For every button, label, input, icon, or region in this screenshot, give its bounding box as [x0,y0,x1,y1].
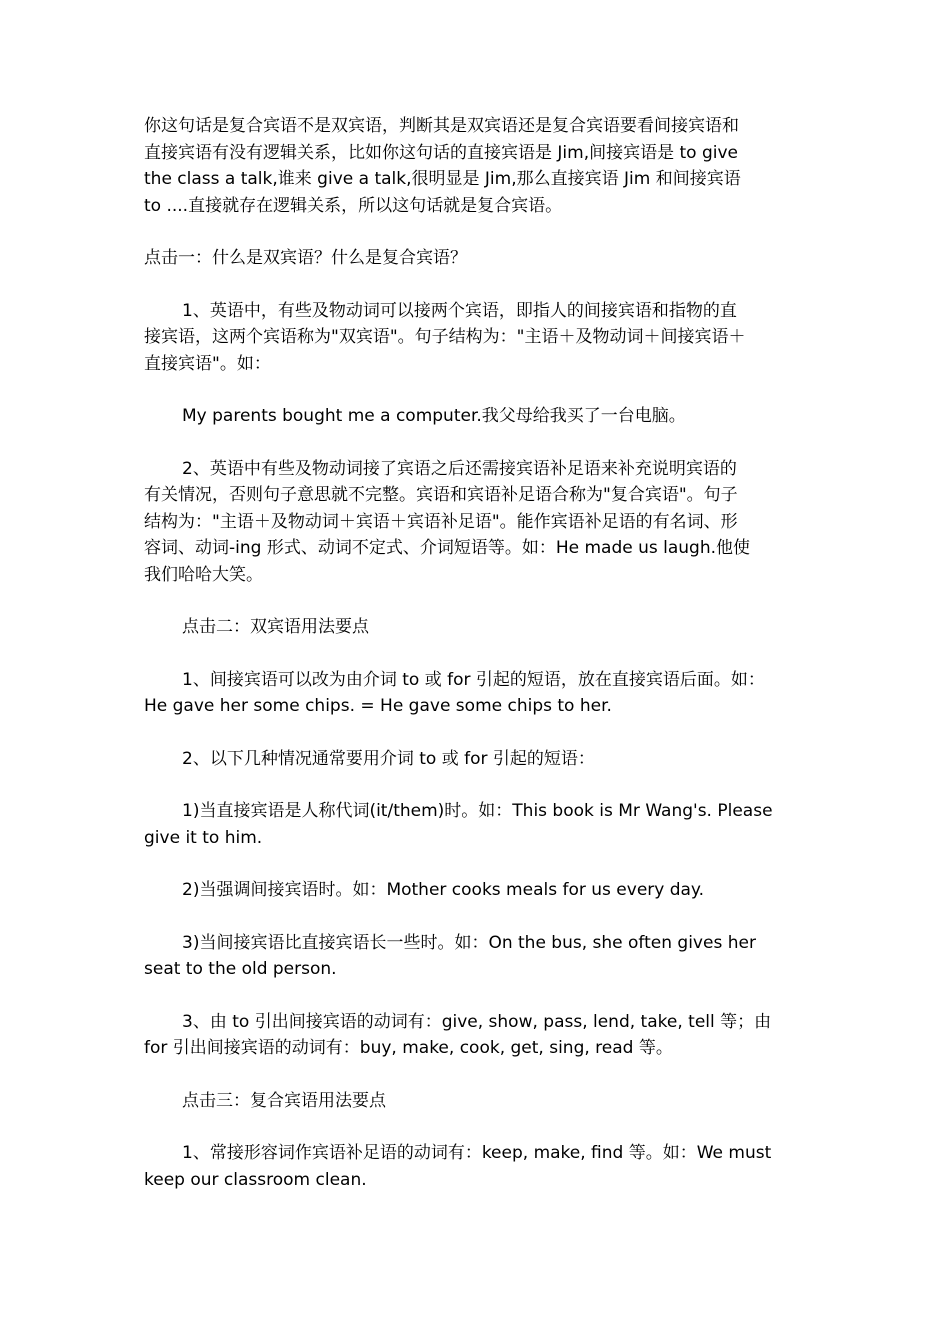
text-line: 3)当间接宾语比直接宾语长一些时。如：On the bus, she often gives her [182,932,756,953]
document-page [144,113,808,1219]
point-3-1-paragraph [144,1140,808,1193]
text-line: 我们哈哈大笑。 [144,564,263,585]
text-line: My parents bought me a computer.我父母给我买了一台电脑。 [182,406,686,426]
text-line: 直接宾语"。如： [144,353,271,374]
text-line: keep our classroom clean. [144,1169,367,1190]
point-2-2-1-paragraph [144,798,808,851]
text-line: 2、英语中有些及物动词接了宾语之后还需接宾语补足语来补充说明宾语的 [182,458,737,479]
intro-answer-paragraph [144,113,808,219]
point-2-1-paragraph [144,667,808,720]
text-line: 容词、动词-ing 形式、动词不定式、介词短语等。如：He made us laugh.他使 [144,538,751,558]
heading-text: 点击二：双宾语用法要点 [182,617,369,637]
text-line: 直接宾语有没有逻辑关系，比如你这句话的直接宾语是 Jim,间接宾语是 to give [144,142,739,163]
text-line: 1)当直接宾语是人称代词(it/them)时。如：This book is Mr Wang's. Please [182,801,773,821]
heading-text: 点击三：复合宾语用法要点 [182,1090,386,1111]
section-heading-3 [144,1088,808,1115]
text-line: 1、间接宾语可以改为由介词 to 或 for 引起的短语，放在直接宾语后面。如： [182,669,765,690]
text-line: the class a talk,谁来 give a talk,很明显是 Jim,那么直接宾语 Jim 和间接宾语 [144,169,741,189]
point-2-2-2-paragraph [144,877,808,904]
text-line: give it to him. [144,827,263,848]
text-line: 你这句话是复合宾语不是双宾语，判断其是双宾语还是复合宾语要看间接宾语和 [144,116,739,136]
text-line: 2、以下几种情况通常要用介词 to 或 for 引起的短语： [182,748,595,769]
text-line: 有关情况，否则句子意思就不完整。宾语和宾语补足语合称为"复合宾语"。句子 [144,485,738,505]
double-object-definition-paragraph [144,298,808,378]
example-sentence-paragraph [144,403,808,430]
heading-text: 点击一：什么是双宾语？什么是复合宾语？ [144,248,467,268]
text-line: 3、由 to 引出间接宾语的动词有：give, show, pass, lend, take, tell 等；由 [182,1011,772,1032]
text-line: 2)当强调间接宾语时。如：Mother cooks meals for us every day. [182,880,704,900]
text-line: 结构为："主语＋及物动词＋宾语＋宾语补足语"。能作宾语补足语的有名词、形 [144,511,738,532]
point-2-2-paragraph [144,746,808,773]
text-line: to ....直接就存在逻辑关系，所以这句话就是复合宾语。 [144,195,563,216]
text-line: for 引出间接宾语的动词有：buy, make, cook, get, sing, read 等。 [144,1038,673,1058]
point-2-2-3-paragraph [144,930,808,983]
text-line: 接宾语，这两个宾语称为"双宾语"。句子结构为："主语＋及物动词＋间接宾语＋ [144,327,746,347]
section-heading-1 [144,245,808,272]
text-line: 1、常接形容词作宾语补足语的动词有：keep, make, find 等。如：We must [182,1143,772,1163]
text-line: 1、英语中，有些及物动词可以接两个宾语，即指人的间接宾语和指物的直 [182,300,737,321]
text-line: He gave her some chips. = He gave some chips to her. [144,696,612,716]
point-2-3-paragraph [144,1009,808,1062]
section-heading-2 [144,614,808,641]
complex-object-definition-paragraph [144,456,808,589]
text-line: seat to the old person. [144,959,337,979]
